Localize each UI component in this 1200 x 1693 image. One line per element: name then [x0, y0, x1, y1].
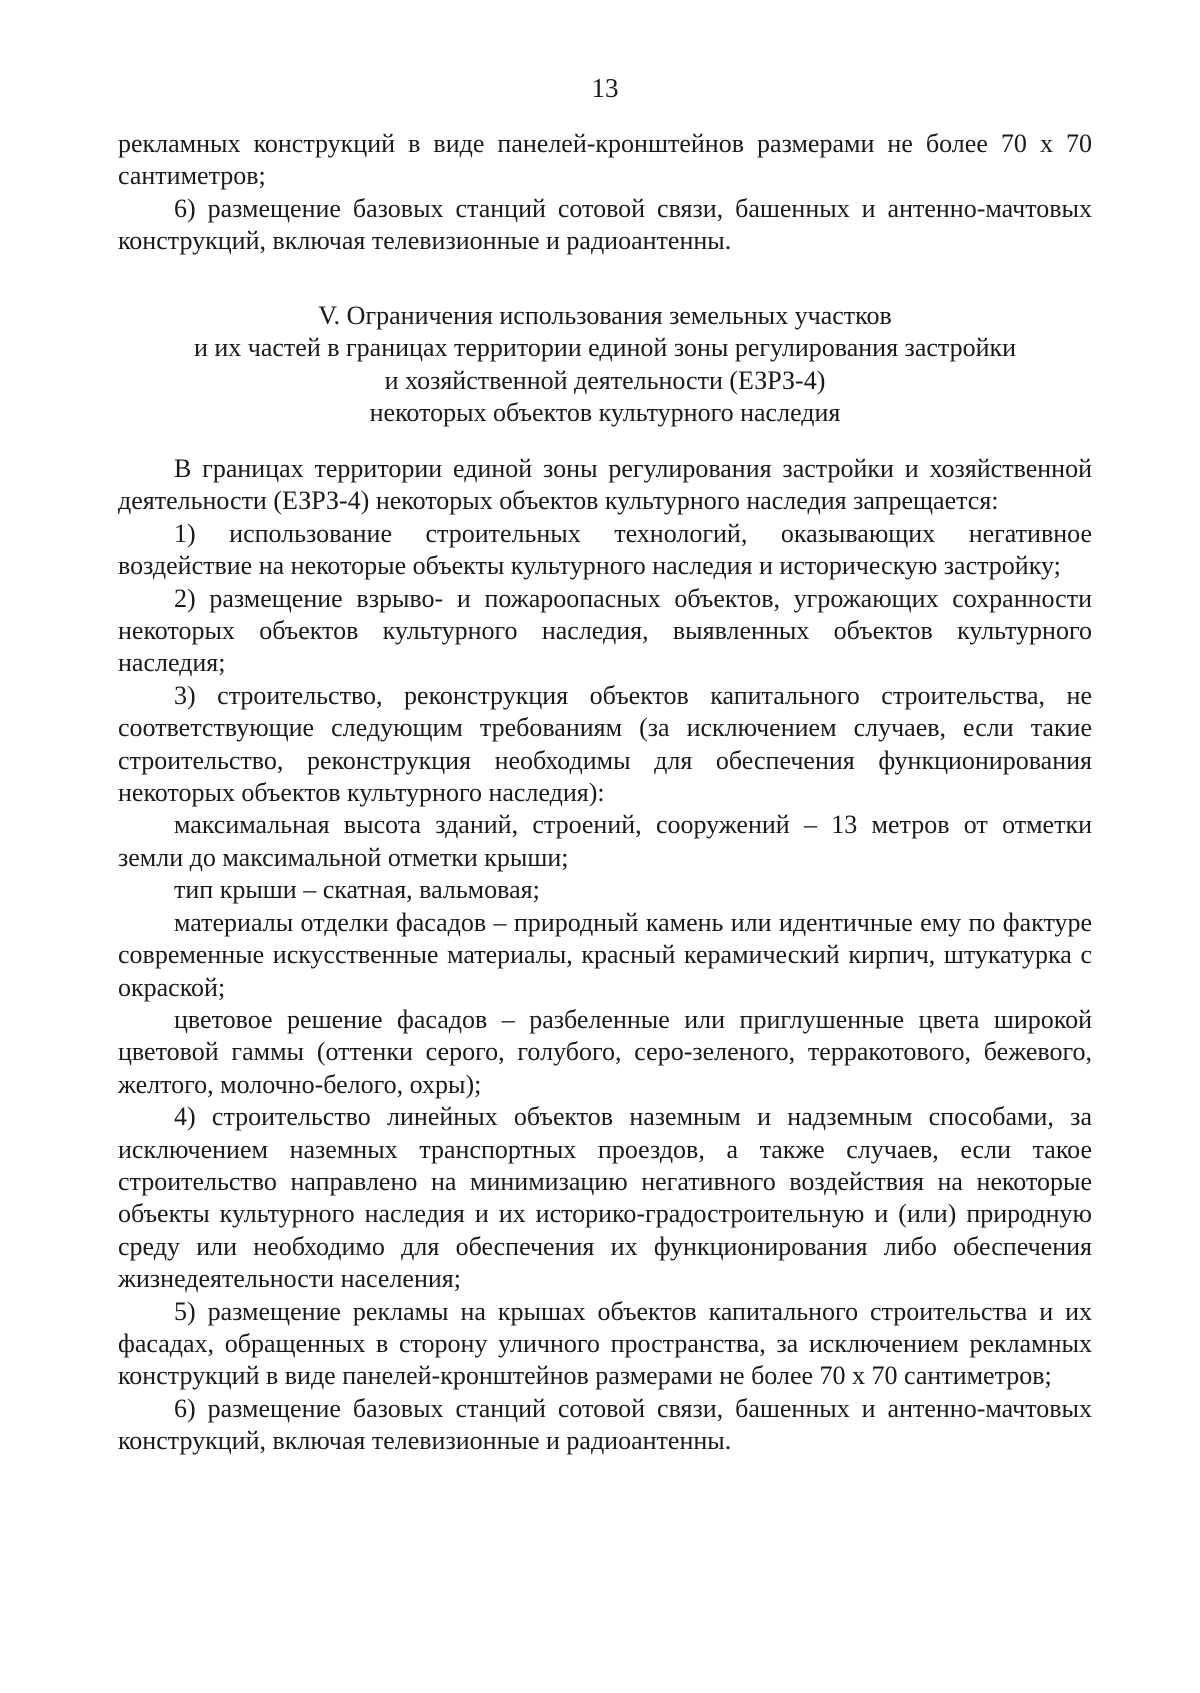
- section-heading-line-4: некоторых объектов культурного наследия: [369, 398, 841, 428]
- section-heading-line-1: V. Ограничения использования земельных участков: [318, 301, 892, 330]
- paragraph-item-5: 5) размещение рекламы на крышах объектов капитального строительства и их фасадах, обращенных в сторону уличного пространства, за исключением рекламных конструкций в виде панелей-кронштейнов размерами не более 70 х 70 сантиметров;: [118, 1296, 1092, 1391]
- paragraph-item-6: 6) размещение базовых станций сотовой связи, башенных и антенно-мачтовых конструкций, включая телевизионные и радиоантенны.: [118, 1393, 1092, 1456]
- page-number: 13: [591, 73, 619, 103]
- section-heading: [118, 300, 1092, 430]
- section-heading-line-3: и хозяйственной деятельности (ЕЗРЗ-4): [384, 365, 826, 395]
- paragraph-facade-materials: материалы отделки фасадов – природный камень или идентичные ему по фактуре современные искусственные материалы, красный керамический кирпич, штукатурка с окраской;: [118, 907, 1092, 1002]
- paragraph-item-1: 1) использование строительных технологий, оказывающих негативное воздействие на некоторые объекты культурного наследия и историческую застройку;: [118, 518, 1092, 581]
- paragraph-item-3: 3) строительство, реконструкция объектов капитального строительства, не соответствующие следующим требованиям (за исключением случаев, если такие строительство, реконструкция необходимы для обеспечения функционирования некоторых объектов культурного наследия):: [118, 680, 1092, 808]
- body-text-block: [118, 453, 1092, 1458]
- paragraph-height-limit: максимальная высота зданий, строений, сооружений – 13 метров от отметки земли до максимальной отметки крыши;: [118, 810, 1092, 872]
- paragraph-item-4: 4) строительство линейных объектов наземным и надземным способами, за исключением наземных транспортных проездов, а также случаев, если такое строительство направлено на минимизацию негативного воздействия на некоторые объекты культурного наследия и их историко-градостроительную и (или) природную среду или необходимо для обеспечения их функционирования либо обеспечения жизнедеятельности населения;: [118, 1102, 1092, 1294]
- top-text-block: [118, 128, 1092, 258]
- section-heading-line-2: и их частей в границах территории единой зоны регулирования застройки: [193, 333, 1017, 363]
- paragraph-facade-colors: цветовое решение фасадов – разбеленные или приглушенные цвета широкой цветовой гаммы (оттенки серого, голубого, серо-зеленого, терракотового, бежевого, желтого, молочно-белого, охры);: [118, 1004, 1092, 1099]
- paragraph-roof-type: тип крыши – скатная, вальмовая;: [174, 875, 540, 905]
- paragraph-item-6-top: 6) размещение базовых станций сотовой связи, башенных и антенно-мачтовых конструкций, включая телевизионные и радиоантенны.: [118, 193, 1092, 256]
- paragraph-continuation: рекламных конструкций в виде панелей-кронштейнов размерами не более 70 х 70 сантиметров;: [118, 129, 1092, 191]
- paragraph-item-2: 2) размещение взрыво- и пожароопасных объектов, угрожающих сохранности некоторых объектов культурного наследия, выявленных объектов культурного наследия;: [118, 583, 1092, 678]
- paragraph-intro: В границах территории единой зоны регулирования застройки и хозяйственной деятельности (ЕЗРЗ-4) некоторых объектов культурного наследия запрещается:: [118, 454, 1092, 516]
